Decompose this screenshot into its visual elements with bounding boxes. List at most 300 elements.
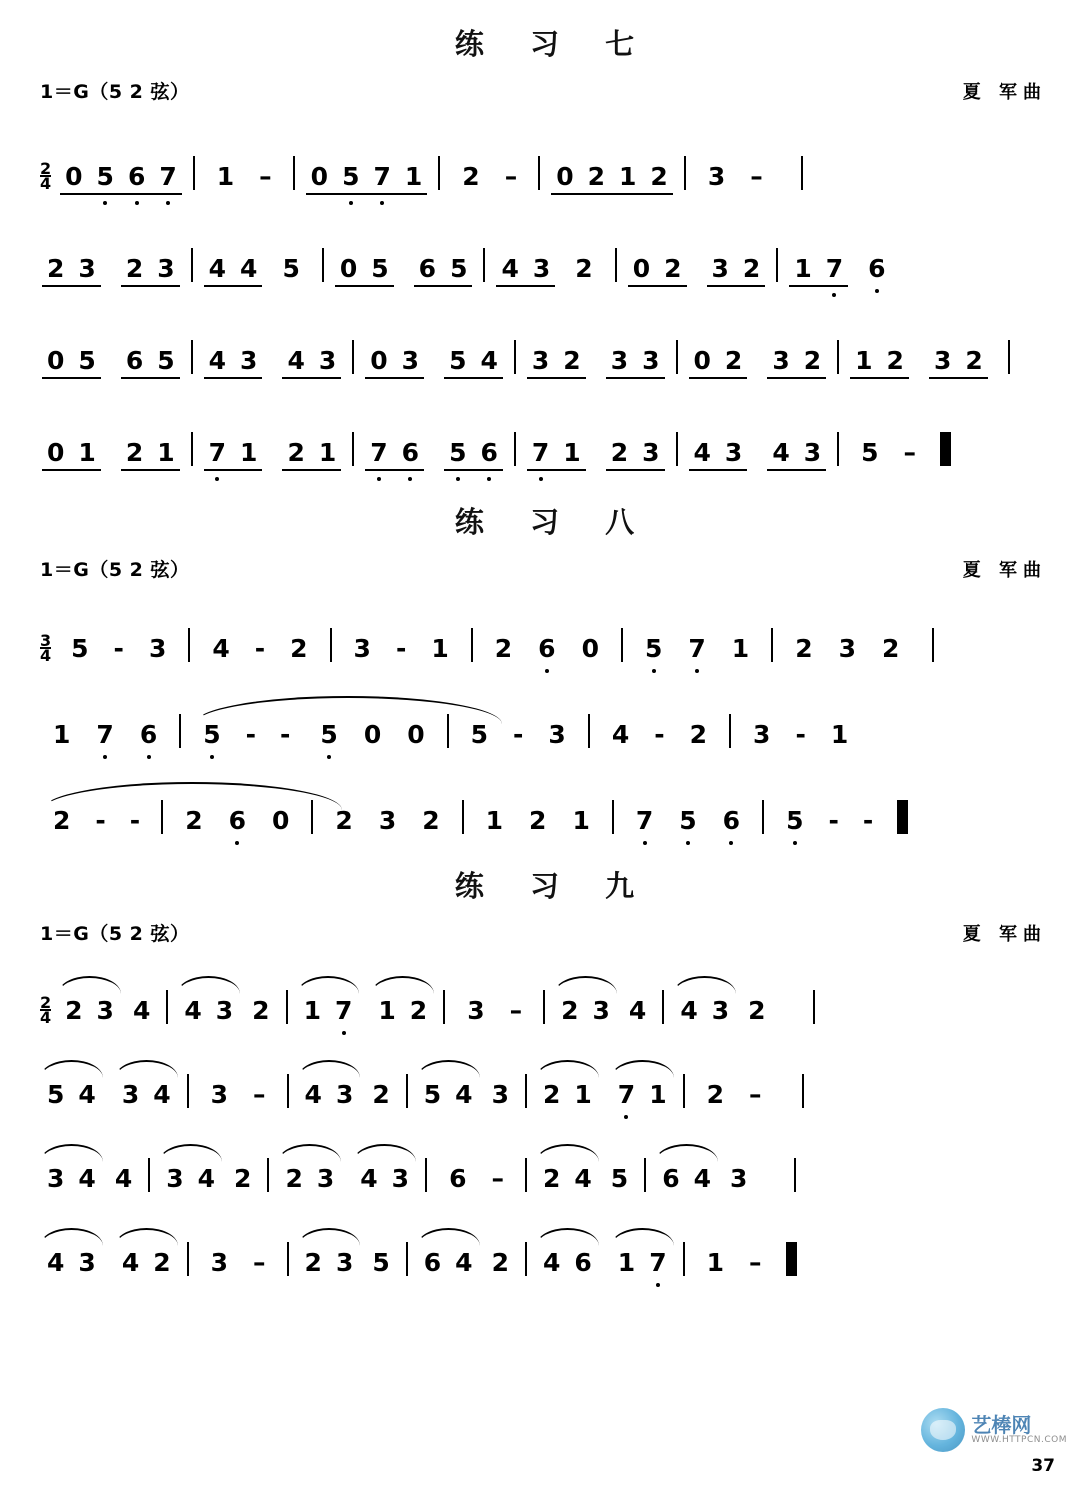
note-group	[494, 256, 557, 282]
note: 1	[485, 806, 504, 835]
note: 4	[693, 1164, 711, 1193]
barline	[471, 628, 473, 662]
note-group	[40, 440, 103, 466]
note: 7	[649, 1248, 667, 1277]
note-group	[298, 1250, 361, 1276]
note: 3	[711, 996, 730, 1025]
exercise-section-9	[0, 864, 1089, 1282]
note: 4	[78, 1164, 96, 1193]
note-group	[177, 998, 240, 1024]
note: 2	[803, 346, 822, 375]
note: 5	[342, 162, 360, 191]
note-group	[417, 1250, 480, 1276]
barline	[330, 628, 332, 662]
slur-arc	[298, 1228, 361, 1246]
note: 2	[47, 254, 65, 283]
note: 2	[561, 996, 579, 1025]
note: 6	[449, 1164, 467, 1193]
note-group	[611, 1082, 674, 1108]
note-group	[304, 164, 430, 190]
note: 2	[491, 1248, 509, 1277]
note: 4	[772, 438, 790, 467]
note: 3	[378, 806, 397, 835]
note: 2	[153, 1248, 171, 1277]
note: 3	[121, 1080, 140, 1109]
note: 5	[449, 438, 467, 467]
barline	[612, 800, 614, 834]
watermark-name: 艺棒网	[971, 1413, 1032, 1438]
slur-arc	[554, 976, 617, 994]
note: 0	[310, 162, 329, 191]
barline	[525, 1158, 527, 1192]
note: 2	[882, 634, 900, 663]
barline	[525, 1242, 527, 1276]
watermark-text	[971, 1414, 1067, 1446]
note: 2	[742, 254, 761, 283]
note: 2	[650, 162, 668, 191]
slur-arc	[417, 1060, 480, 1078]
sustain-dash: –	[491, 1164, 504, 1193]
sustain-dash: –	[504, 162, 518, 191]
note: 3	[401, 346, 420, 375]
staff-line	[0, 1198, 1089, 1282]
slur-arc	[58, 976, 121, 994]
note: 3	[157, 254, 175, 283]
note: 4	[680, 996, 698, 1025]
sustain-dash: -	[113, 634, 124, 663]
note-group	[655, 1166, 718, 1192]
barline	[287, 1242, 289, 1276]
note-group	[363, 348, 426, 374]
note: 0	[272, 806, 290, 835]
slur-arc	[371, 976, 434, 994]
note-group	[280, 348, 343, 374]
barline	[443, 990, 445, 1024]
note-group	[442, 348, 505, 374]
note-group	[297, 998, 360, 1024]
note: 2	[542, 1080, 561, 1109]
note: 1	[240, 438, 258, 467]
barline	[352, 340, 354, 374]
composer-credit-9: 夏 军曲	[962, 924, 1047, 945]
note-group	[202, 440, 265, 466]
note: 2	[563, 346, 581, 375]
note: 2	[287, 438, 305, 467]
note: 6	[480, 438, 498, 467]
note: 5	[96, 162, 114, 191]
slur-arc	[417, 1228, 480, 1246]
note: 3	[642, 346, 660, 375]
note: 4	[47, 1248, 65, 1277]
note: 5	[644, 634, 663, 663]
note-group	[202, 256, 265, 282]
note: 2	[575, 254, 593, 283]
barline	[406, 1074, 408, 1108]
note: 3	[753, 720, 771, 749]
slur-arc	[177, 976, 240, 994]
slur-arc	[115, 1228, 178, 1246]
barline	[932, 628, 934, 662]
staff-line	[0, 380, 1089, 472]
sustain-dash: -	[795, 720, 806, 749]
sustain-dash: –	[253, 1248, 266, 1277]
sustain-dash: -	[862, 806, 874, 835]
slur-arc	[536, 1144, 599, 1162]
slur-arc	[536, 1228, 599, 1246]
note: 6	[722, 806, 741, 835]
note-group	[412, 256, 475, 282]
slur-arc	[40, 1228, 103, 1246]
staff-line	[0, 1030, 1089, 1114]
barline	[676, 432, 678, 466]
note: 7	[617, 1080, 636, 1109]
watermark-url: WWW.HTTPCN.COM	[971, 1435, 1067, 1446]
note: 3	[210, 1248, 229, 1277]
note: 3	[610, 346, 629, 375]
note: 2	[53, 806, 71, 835]
note: 5	[372, 1248, 390, 1277]
note: 7	[334, 996, 353, 1025]
note: 4	[208, 346, 227, 375]
barline	[188, 628, 190, 662]
sustain-dash: -	[95, 806, 106, 835]
note: 6	[423, 1248, 442, 1277]
sustain-dash: –	[750, 162, 763, 191]
staff-line	[0, 196, 1089, 288]
note: 6	[574, 1248, 592, 1277]
note: 3	[491, 1080, 509, 1109]
note: 5	[786, 806, 804, 835]
note: 4	[153, 1080, 171, 1109]
note-group	[927, 348, 990, 374]
note: 1	[706, 1248, 724, 1277]
note-group	[40, 1166, 103, 1192]
note: 1	[574, 1080, 592, 1109]
note: 7	[825, 254, 844, 283]
note: 3	[772, 346, 790, 375]
note: 6	[662, 1164, 680, 1193]
note: 5	[78, 346, 96, 375]
note: 3	[933, 346, 952, 375]
note: 7	[531, 438, 550, 467]
note: 5	[450, 254, 468, 283]
note: 4	[455, 1248, 473, 1277]
barline	[813, 990, 815, 1024]
slur-arc	[655, 1144, 718, 1162]
note: 4	[114, 1164, 133, 1193]
note-group	[115, 1082, 178, 1108]
slur-arc	[159, 1144, 222, 1162]
note-group	[687, 348, 750, 374]
sustain-dash: –	[903, 438, 917, 467]
exercise-title-8: 练 习 八	[454, 505, 653, 539]
note: 5	[282, 254, 300, 283]
note: 2	[795, 634, 813, 663]
note: 1	[216, 162, 235, 191]
note: 0	[339, 254, 358, 283]
note: 4	[132, 996, 151, 1025]
note: 5	[320, 720, 338, 749]
note: 1	[830, 720, 849, 749]
note-group	[611, 1250, 674, 1276]
barline	[425, 1158, 427, 1192]
note: 4	[197, 1164, 216, 1193]
staff-line	[0, 754, 1089, 840]
barline	[267, 1158, 269, 1192]
note-group	[333, 256, 396, 282]
note: 4	[480, 346, 498, 375]
barline	[187, 1242, 189, 1276]
note: 4	[360, 1164, 378, 1193]
note: 7	[370, 438, 388, 467]
note: 4	[184, 996, 202, 1025]
note: 4	[208, 254, 227, 283]
note: 4	[304, 1080, 322, 1109]
note-group	[525, 440, 588, 466]
note: 3	[707, 162, 726, 191]
note: 1	[404, 162, 423, 191]
note-group	[687, 440, 750, 466]
slur-arc	[298, 1060, 361, 1078]
key-signature-8: 1＝G（5 2 弦）	[40, 559, 190, 581]
note: 2	[664, 254, 682, 283]
sustain-dash: -	[280, 720, 291, 749]
note: 1	[617, 1248, 636, 1277]
note: 3	[318, 346, 337, 375]
note: 2	[125, 438, 144, 467]
note: 7	[635, 806, 654, 835]
note: 3	[335, 1080, 354, 1109]
composer-credit-7: 夏 军曲	[962, 82, 1047, 103]
note-group	[848, 348, 911, 374]
note: 3	[467, 996, 485, 1025]
measure-with-slur	[40, 808, 152, 840]
barline	[794, 1158, 796, 1192]
note: 2	[965, 346, 983, 375]
note: 5	[861, 438, 879, 467]
note: 5	[423, 1080, 442, 1109]
note: 5	[47, 1080, 65, 1109]
note: 5	[679, 806, 697, 835]
barline	[293, 156, 295, 190]
note: 6	[139, 720, 158, 749]
note: 7	[96, 720, 114, 749]
note: 4	[542, 1248, 561, 1277]
note: 4	[240, 254, 258, 283]
slur-arc	[536, 1060, 599, 1078]
sustain-dash: -	[395, 634, 407, 663]
note-group	[119, 256, 182, 282]
note: 1	[157, 438, 175, 467]
note-group	[202, 348, 265, 374]
note: 7	[159, 162, 177, 191]
note: 2	[65, 996, 83, 1025]
sustain-dash: –	[509, 996, 523, 1025]
barline	[1008, 340, 1010, 374]
note-group	[58, 164, 184, 190]
barline	[287, 1074, 289, 1108]
time-signature: 3 4	[40, 631, 52, 665]
barline	[191, 340, 193, 374]
page-number: 37	[1031, 1456, 1055, 1476]
note: 2	[542, 1164, 561, 1193]
note-group	[40, 348, 103, 374]
barline	[311, 800, 313, 834]
note: 1	[572, 806, 590, 835]
sheet-music-page	[0, 22, 1089, 1492]
barline	[801, 156, 803, 190]
watermark-logo-icon	[921, 1408, 965, 1452]
note: 4	[287, 346, 305, 375]
sustain-dash: -	[129, 806, 141, 835]
note-group	[58, 998, 121, 1024]
note: 2	[304, 1248, 322, 1277]
barline	[676, 340, 678, 374]
note: 3	[47, 1164, 65, 1193]
note: 1	[303, 996, 321, 1025]
note-group	[298, 1082, 361, 1108]
note: 5	[470, 720, 489, 749]
slur-arc	[40, 1144, 103, 1162]
note: 2	[252, 996, 270, 1025]
note-group	[604, 348, 667, 374]
slur-arc	[115, 1060, 178, 1078]
barline	[483, 248, 485, 282]
note: 2	[529, 806, 547, 835]
note: 2	[234, 1164, 252, 1193]
barline	[543, 990, 545, 1024]
note: 4	[611, 720, 630, 749]
note: 1	[731, 634, 750, 663]
note: 2	[372, 1080, 390, 1109]
note: 3	[78, 254, 96, 283]
note-group	[40, 256, 103, 282]
sustain-dash: –	[253, 1080, 266, 1109]
note: 4	[212, 634, 230, 663]
note: 4	[693, 438, 711, 467]
note-group	[40, 1250, 103, 1276]
note-group	[442, 440, 505, 466]
note: 2	[610, 438, 629, 467]
note: 3	[391, 1164, 410, 1193]
note-group	[604, 440, 667, 466]
note: 4	[455, 1080, 473, 1109]
barline	[514, 432, 516, 466]
note: 5	[203, 720, 221, 749]
staff-line	[0, 946, 1089, 1030]
note: 1	[431, 634, 449, 663]
note: 0	[363, 720, 382, 749]
note: 4	[628, 996, 647, 1025]
note: 3	[724, 438, 743, 467]
exercise-section-7	[0, 22, 1089, 472]
note: 6	[868, 254, 886, 283]
note: 7	[373, 162, 391, 191]
barline	[193, 156, 195, 190]
slur-arc	[673, 976, 736, 994]
slur-arc	[40, 1060, 103, 1078]
slur-arc	[611, 1060, 674, 1078]
note-group	[119, 440, 182, 466]
barline	[837, 432, 839, 466]
note-group	[363, 440, 426, 466]
staff-line	[0, 1114, 1089, 1198]
barline	[538, 156, 540, 190]
note: 3	[210, 1080, 229, 1109]
barline	[683, 1074, 685, 1108]
barline	[187, 1074, 189, 1108]
note: 5	[157, 346, 175, 375]
sustain-dash: -	[828, 806, 839, 835]
note: 2	[125, 254, 144, 283]
slur-arc	[611, 1228, 674, 1246]
note: 5	[71, 634, 89, 663]
note: 2	[290, 634, 308, 663]
note: 0	[556, 162, 574, 191]
note: 5	[610, 1164, 629, 1193]
barline	[662, 990, 664, 1024]
note: 2	[409, 996, 428, 1025]
sustain-dash: -	[654, 720, 665, 749]
note-group	[765, 440, 828, 466]
barline	[729, 714, 731, 748]
note: 4	[121, 1248, 140, 1277]
exercise-meta-9	[0, 919, 1089, 946]
barline	[191, 432, 193, 466]
staff-line	[0, 582, 1089, 668]
sustain-dash: –	[749, 1248, 762, 1277]
note-group	[40, 1082, 103, 1108]
note: 2	[748, 996, 766, 1025]
barline	[406, 1242, 408, 1276]
barline	[179, 714, 181, 748]
note: 2	[462, 162, 480, 191]
note: 2	[335, 806, 353, 835]
time-signature: 2 4	[40, 993, 52, 1027]
note: 0	[581, 634, 599, 663]
note: 4	[574, 1164, 592, 1193]
note: 3	[803, 438, 822, 467]
barline	[438, 156, 440, 190]
final-barline	[897, 800, 908, 834]
barline	[322, 248, 324, 282]
note: 7	[208, 438, 227, 467]
note-group	[280, 440, 343, 466]
note: 6	[228, 806, 246, 835]
barline	[148, 1158, 150, 1192]
barline	[837, 340, 839, 374]
note: 2	[706, 1080, 724, 1109]
key-signature-7: 1＝G（5 2 弦）	[40, 81, 190, 103]
note-group	[554, 998, 617, 1024]
note: 0	[47, 438, 65, 467]
exercise-meta-7	[0, 77, 1089, 104]
note: 3	[711, 254, 729, 283]
note: 6	[401, 438, 420, 467]
note-group	[765, 348, 828, 374]
note-group	[536, 1082, 599, 1108]
slur-arc	[194, 696, 502, 724]
note-group	[119, 348, 182, 374]
note: 3	[148, 634, 167, 663]
slur-arc	[297, 976, 360, 994]
barline	[588, 714, 590, 748]
note: 3	[531, 346, 550, 375]
sustain-dash: -	[245, 720, 257, 749]
barline	[762, 800, 764, 834]
note-group	[353, 1166, 416, 1192]
barline	[514, 340, 516, 374]
